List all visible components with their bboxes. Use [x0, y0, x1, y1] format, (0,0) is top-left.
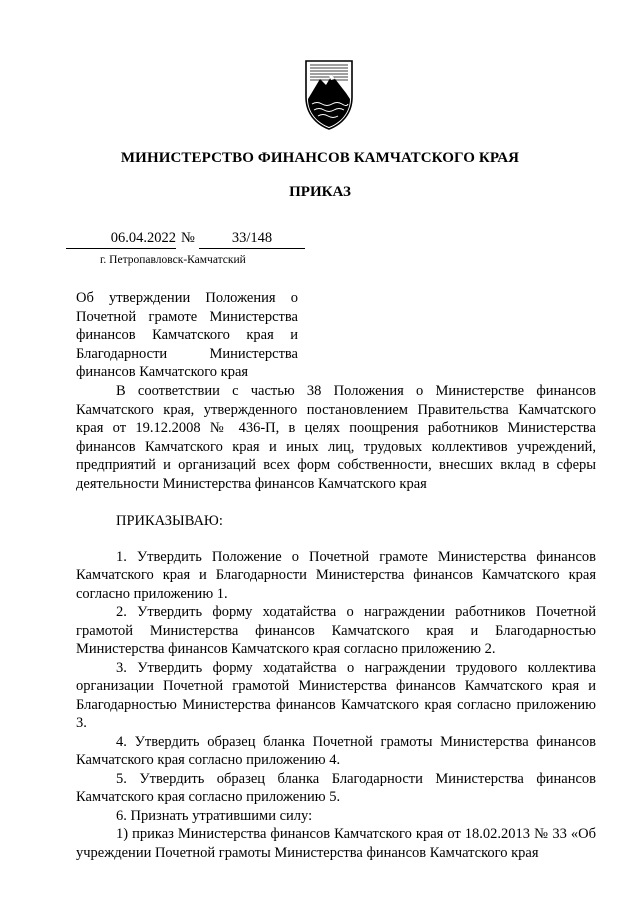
order-subject: Об утверждении Положения о Почетной грамоте Министерства финансов Камчатского края и Благодарности Министерства финансов Камчатского края [76, 290, 298, 381]
number-sign: № [181, 230, 195, 246]
item-1: 1. Утвердить Положение о Почетной грамоте Министерства финансов Камчатского края и Благодарности Министерства финансов Камчатского края согласно приложению 1. [76, 548, 596, 602]
item-5: 5. Утвердить образец бланка Благодарности Министерства финансов Камчатского края согласно приложению 5. [76, 770, 596, 805]
preamble: В соответствии с частью 38 Положения о Министерстве финансов Камчатского края, утвержденного постановлением Правительства Камчатского края от 19.12.2008 № 436-П, в целях поощрения работников Министерства финансов Камчатского края и иных лиц, трудовых коллективов учреждений, предприятий и организаций всех форм собственности, внесших вклад в сферы деятельности Министерства финансов Камчатского края [76, 383, 596, 492]
item-6: 6. Признать утратившими силу: [116, 807, 313, 824]
ministry-name: МИНИСТЕРСТВО ФИНАНСОВ КАМЧАТСКОГО КРАЯ [120, 150, 520, 166]
item-3: 3. Утвердить форму ходатайства о награждении трудового коллектива организации Почетной грамотой Министерства финансов Камчатского края и Благодарностью Министерства финансов Камчатского края согласно приложению 3. [76, 659, 596, 731]
order-word: ПРИКАЗЫВАЮ: [116, 513, 223, 529]
document-type: ПРИКАЗ [289, 184, 351, 200]
order-number: 33/148 [199, 230, 305, 249]
item-2: 2. Утвердить форму ходатайства о награждении работников Почетной грамотой Министерства финансов Камчатского края и Благодарностью Министерства финансов Камчатского края согласно приложению 2. [76, 604, 596, 657]
city: г. Петропавловск-Камчатский [100, 254, 246, 266]
item-4: 4. Утвердить образец бланка Почетной грамоты Министерства финансов Камчатского края согласно приложению 4. [76, 733, 596, 768]
kamchatka-coat-of-arms-icon [300, 57, 358, 131]
order-date: 06.04.2022 [66, 230, 176, 249]
item-6-1: 1) приказ Министерства финансов Камчатского края от 18.02.2013 № 33 «Об учреждении Почетной грамоты Министерства финансов Камчатского края [76, 826, 596, 861]
order-body [76, 382, 596, 862]
